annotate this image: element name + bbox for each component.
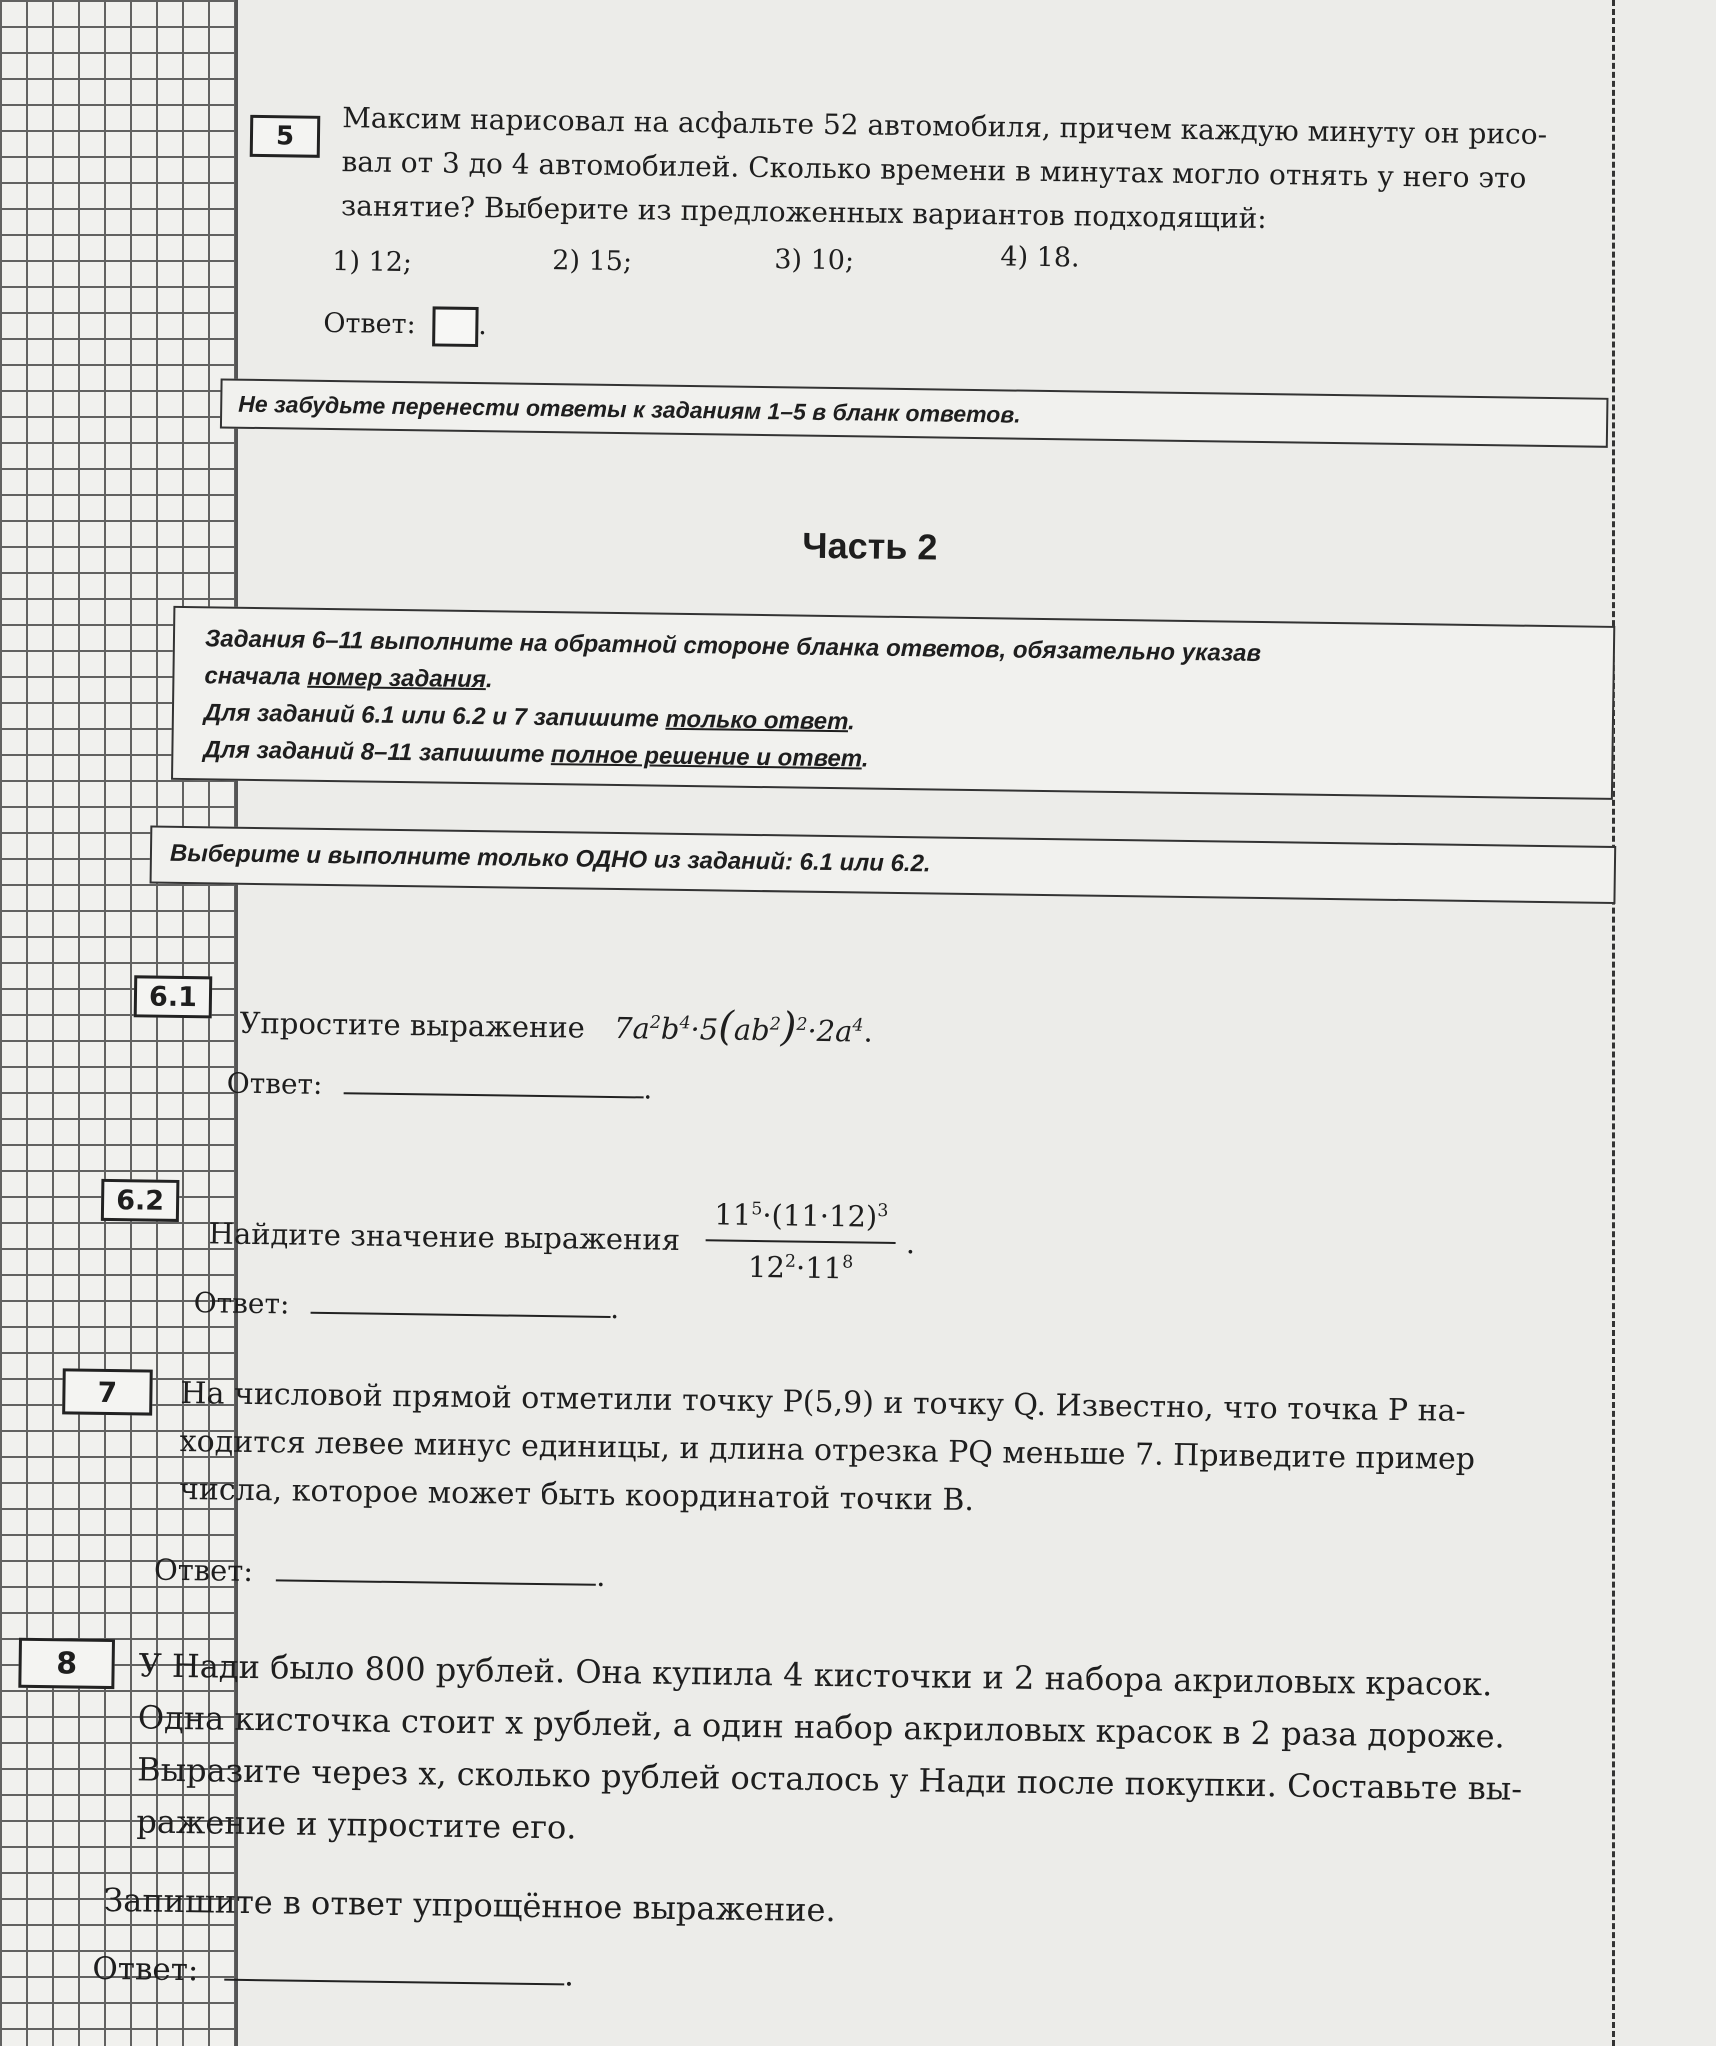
task-8-line-1: У Нади было 800 рублей. Она купила 4 кисточки и 2 набора акриловых красок. [138, 1646, 1493, 1704]
task-7-line-3: числа, которое может быть координатой точки B. [178, 1471, 975, 1519]
task-6-1-answer: Ответ: . [226, 1061, 652, 1111]
task-5-text [341, 96, 1643, 246]
instruction-line-2: сначала номер задания. [204, 662, 493, 694]
task-8-line-3: Выразите через x, сколько рублей осталось у Нади после покупки. Составьте вы- [136, 1750, 1523, 1808]
task-6-1-text: Упростите выражение $7a^2b^4\cdot 5(ab^2)^2\cdot 2a^4$. [239, 1003, 873, 1051]
task-6-2-answer-label: Ответ: [193, 1286, 290, 1321]
task-5-line-2: вал от 3 до 4 автомобилей. Сколько времени в минутах могло отнять у него это [341, 145, 1527, 195]
reminder-text: Не забудьте перенести ответы к заданиям 1–5 в бланк ответов. [238, 390, 1021, 428]
task-6-2-answer: Ответ: . [193, 1280, 619, 1330]
task-5-option-1: 1) 12; [332, 246, 413, 279]
task-5-line-1: Максим нарисовал на асфальте 52 автомобиля, причем каждую минуту он рисо- [342, 101, 1548, 151]
part-2-title: Часть 2 [802, 524, 938, 568]
task-6-1-number: 6.1 [134, 975, 213, 1018]
task-5-answer: Ответ: . [323, 304, 487, 347]
task-7-answer-label: Ответ: [153, 1552, 254, 1589]
task-5-option-2: 2) 15; [552, 245, 633, 278]
task-6-1-answer-label: Ответ: [226, 1066, 323, 1101]
task-5-option-4: 4) 18. [1000, 241, 1080, 274]
task-5-line-3: занятие? Выберите из предложенных вариантов подходящий: [340, 189, 1267, 236]
task-7-answer-line[interactable] [276, 1549, 596, 1585]
task-8-text [136, 1639, 1679, 1868]
task-6-2-expression: $\frac{11^5\cdot(11\cdot 12)^3}{12^2\cdot 11^8}$ [705, 1193, 896, 1290]
task-6-2-answer-line[interactable] [310, 1282, 610, 1318]
task-8-answer: Ответ: . [92, 1945, 574, 1999]
task-5-answer-box[interactable] [432, 306, 479, 347]
task-7-text [179, 1370, 1661, 1535]
task-6-2-text: Найдите значение выражения $\frac{11^5\cdot(11\cdot 12)^3}{12^2\cdot 11^8}$ . [208, 1186, 916, 1290]
task-8-answer-line[interactable] [224, 1947, 564, 1986]
choose-one-box [150, 826, 1617, 904]
task-6-1-prompt: Упростите выражение [239, 1005, 586, 1045]
task-5-number: 5 [250, 115, 321, 158]
task-6-2-number: 6.2 [101, 1179, 180, 1222]
task-6-1-answer-line[interactable] [343, 1062, 643, 1098]
choose-one-text: Выберите и выполните только ОДНО из заданий: 6.1 или 6.2. [169, 839, 931, 878]
task-8-instruction: Запишите в ответ упрощённое выражение. [103, 1880, 836, 1930]
task-8-line-2: Одна кисточка стоит x рублей, а один набор акриловых красок в 2 раза дороже. [137, 1698, 1506, 1756]
task-7-number: 7 [62, 1368, 153, 1415]
task-6-2-prompt: Найдите значение выражения [208, 1216, 681, 1257]
task-7-line-2: ходится левее минус единицы, и длина отрезка PQ меньше 7. Приведите пример [179, 1423, 1476, 1478]
task-8-number: 8 [18, 1638, 115, 1689]
instructions-text [203, 620, 1595, 787]
task-7-line-1: На числовой прямой отметили точку P(5,9) и точку Q. Известно, что точка P на- [180, 1375, 1466, 1429]
task-6-1-expression: $7a^2b^4\cdot 5(ab^2)^2\cdot 2a^4$ [613, 1003, 864, 1051]
instruction-line-1: Задания 6–11 выполните на обратной стороне бланка ответов, обязательно указав [204, 625, 1262, 668]
task-5-option-3: 3) 10; [774, 244, 855, 277]
task-7-answer: Ответ: . [154, 1548, 606, 1597]
instruction-line-4: Для заданий 8–11 запишите полное решение и ответ. [203, 736, 869, 773]
task-8-line-4: ражение и упростите его. [136, 1802, 577, 1847]
task-8-answer-label: Ответ: [92, 1950, 199, 1989]
task-5-answer-label: Ответ: [323, 307, 416, 341]
reminder-box [220, 378, 1609, 447]
instruction-line-3: Для заданий 6.1 или 6.2 и 7 запишите только ответ. [203, 699, 855, 736]
instructions-box [171, 606, 1615, 800]
